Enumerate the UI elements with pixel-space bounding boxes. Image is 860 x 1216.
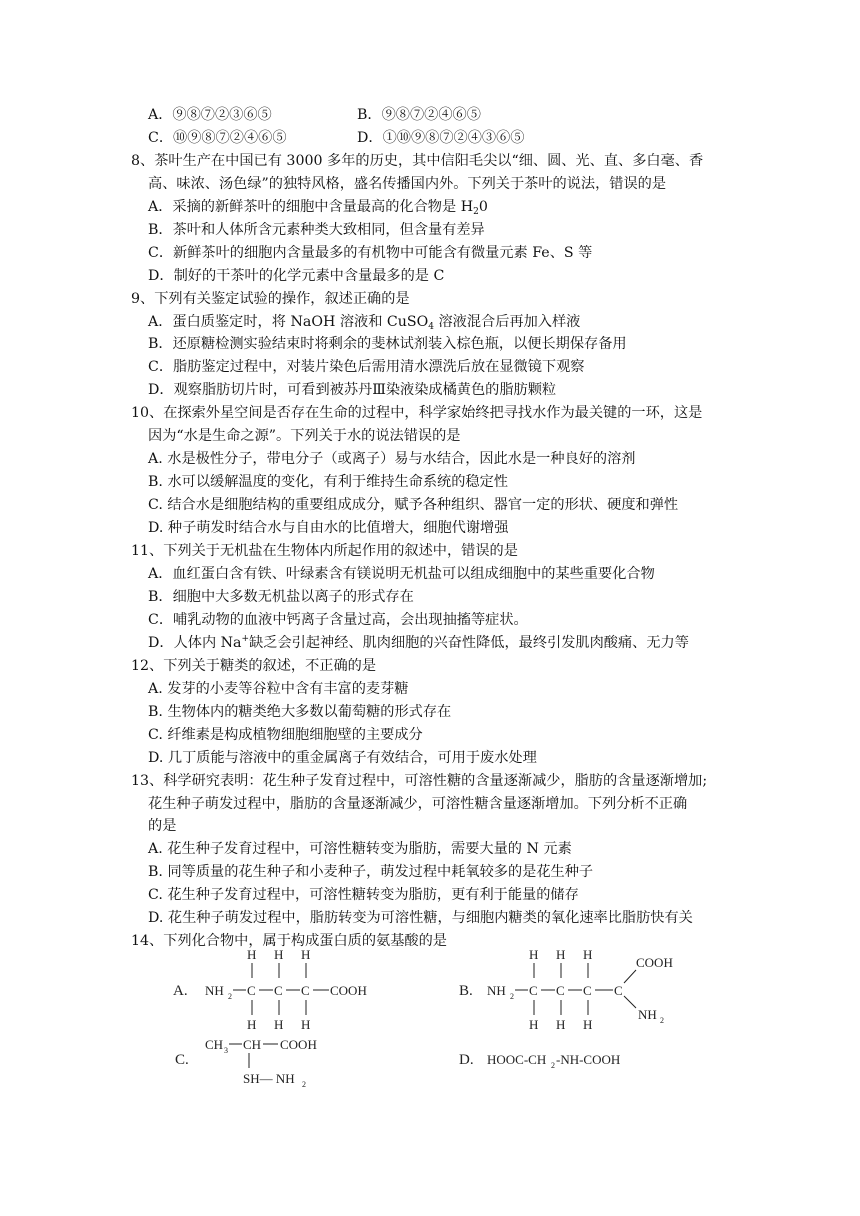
q14-c-cooh: COOH bbox=[280, 1037, 317, 1052]
q14-b-nh: NH bbox=[638, 1007, 657, 1022]
q14-a-h: H bbox=[274, 1017, 284, 1032]
q14-structure-c bbox=[175, 1037, 317, 1089]
q14-a-h: H bbox=[247, 1017, 257, 1032]
q7-option-c: C．⑩⑨⑧⑦②④⑥⑤ bbox=[148, 130, 287, 146]
q14-b-c: C bbox=[556, 983, 565, 998]
q14-b-c: C bbox=[614, 983, 623, 998]
q9-option-d: D．观察脂肪切片时，可看到被苏丹Ⅲ染液染成橘黄色的脂肪颗粒 bbox=[148, 382, 557, 398]
q14-a-h: H bbox=[301, 1017, 311, 1032]
q14-b-h: H bbox=[529, 947, 539, 962]
q14-c-ch: CH bbox=[205, 1037, 224, 1052]
q14-b-cooh: COOH bbox=[636, 955, 673, 970]
q14-b-h: H bbox=[556, 947, 566, 962]
q14-c-ch: CH bbox=[243, 1037, 262, 1052]
q11-option-d: D．人体内 Na+缺乏会引起神经、肌肉细胞的兴奋性降低，最终引发肌肉酸痛、无力等 bbox=[148, 634, 689, 651]
q14-a-sub: 2 bbox=[228, 992, 232, 1001]
q14-structure-d bbox=[459, 1052, 620, 1070]
q14-a-c: C bbox=[247, 983, 256, 998]
q14-a-nh: NH bbox=[205, 983, 224, 998]
q14-structure-a bbox=[173, 947, 367, 1032]
q14-a-h: H bbox=[301, 947, 311, 962]
q14-a-h: H bbox=[274, 947, 284, 962]
q14-d-label: D. bbox=[459, 1052, 474, 1068]
q10-option-b: B. 水可以缓解温度的变化，有利于维持生命系统的稳定性 bbox=[148, 474, 508, 490]
q8-option-d: D．制好的干茶叶的化学元素中含量最多的是 C bbox=[148, 268, 445, 284]
q12-option-b: B. 生物体内的糖类绝大多数以葡萄糖的形式存在 bbox=[148, 704, 452, 720]
q14-d-formula-part2: -NH-COOH bbox=[556, 1052, 621, 1067]
q12-option-a: A. 发芽的小麦等谷粒中含有丰富的麦芽糖 bbox=[148, 681, 409, 697]
q14-b-h: H bbox=[556, 1017, 566, 1032]
q13-option-c: C. 花生种子发育过程中，可溶性糖转变为脂肪，更有利于能量的储存 bbox=[148, 887, 579, 903]
q14-c-label: C. bbox=[175, 1052, 189, 1068]
q10-option-a: A. 水是极性分子，带电分子（或离子）易与水结合，因此水是一种良好的溶剂 bbox=[148, 451, 636, 467]
q13-option-b: B. 同等质量的花生种子和小麦种子，萌发过程中耗氧较多的是花生种子 bbox=[148, 864, 594, 880]
q14-a-label: A. bbox=[173, 983, 188, 999]
q9-stem: 9、下列有关鉴定试验的操作，叙述正确的是 bbox=[131, 291, 410, 307]
q12-stem: 12、下列关于糖类的叙述，不正确的是 bbox=[131, 658, 377, 674]
q10-option-d: D. 种子萌发时结合水与自由水的比值增大，细胞代谢增强 bbox=[148, 520, 509, 536]
q14-b-h: H bbox=[583, 1017, 593, 1032]
q14-d-formula-part1: HOOC-CH bbox=[487, 1052, 547, 1067]
q14-d-sub: 2 bbox=[551, 1061, 555, 1070]
q14-a-c: C bbox=[301, 983, 310, 998]
q14-b-nh: NH bbox=[487, 983, 506, 998]
q13-option-a: A. 花生种子发育过程中，可溶性糖转变为脂肪，需要大量的 N 元素 bbox=[148, 841, 572, 857]
q14-b-sub: 2 bbox=[660, 1016, 664, 1025]
q14-c-sub: 2 bbox=[302, 1080, 306, 1089]
q11-stem: 11、下列关于无机盐在生物体内所起作用的叙述中，错误的是 bbox=[131, 543, 518, 559]
q10-option-c: C. 结合水是细胞结构的重要组成成分，赋予各种组织、器官一定的形状、硬度和弹性 bbox=[148, 497, 679, 513]
q14-b-sub: 2 bbox=[510, 992, 514, 1001]
q13-stem-line1: 13、科学研究表明：花生种子发育过程中，可溶性糖的含量逐渐减少，脂肪的含量逐渐增加; bbox=[131, 773, 708, 789]
q14-b-c: C bbox=[583, 983, 592, 998]
q13-stem-line2: 花生种子萌发过程中，脂肪的含量逐渐减少，可溶性糖含量逐渐增加。下列分析不正确 bbox=[148, 796, 688, 812]
q11-option-a: A．血红蛋白含有铁、叶绿素含有镁说明无机盐可以组成细胞中的某些重要化合物 bbox=[148, 566, 655, 582]
q12-option-c: C. 纤维素是构成植物细胞细胞壁的主要成分 bbox=[148, 727, 423, 743]
q10-stem-line2: 因为“水是生命之源”。下列关于水的说法错误的是 bbox=[148, 428, 461, 444]
q8-stem-line1: 8、茶叶生产在中国已有 3000 多年的历史，其中信阳毛尖以“细、圆、光、直、多白毫、香 bbox=[131, 153, 704, 169]
q14-b-label: B. bbox=[459, 983, 473, 999]
q14-b-h: H bbox=[583, 947, 593, 962]
q7-option-d: D．①⑩⑨⑧⑦②④③⑥⑤ bbox=[357, 130, 525, 146]
q10-stem-line1: 10、在探索外星空间是否存在生命的过程中，科学家始终把寻找水作为最关键的一环，这是 bbox=[131, 405, 703, 421]
q9-option-a: A．蛋白质鉴定时，将 NaOH 溶液和 CuSO$_4$ 溶液混合后再加入样液 bbox=[148, 314, 581, 332]
q14-c-sub: 3 bbox=[224, 1046, 228, 1055]
q12-option-d: D. 几丁质能与溶液中的重金属离子有效结合，可用于废水处理 bbox=[148, 750, 537, 766]
q14-c-sh-nh: SH— NH bbox=[243, 1071, 295, 1086]
q13-option-d: D. 花生种子萌发过程中，脂肪转变为可溶性糖，与细胞内糖类的氧化速率比脂肪快有关 bbox=[148, 910, 693, 926]
q14-a-h: H bbox=[247, 947, 257, 962]
q14-a-c: C bbox=[274, 983, 283, 998]
q9-option-b: B．还原糖检测实验结束时将剩余的斐林试剂装入棕色瓶，以便长期保存备用 bbox=[148, 336, 627, 352]
q7-option-b: B．⑨⑧⑦②④⑥⑤ bbox=[357, 107, 481, 123]
q11-option-b: B．细胞中大多数无机盐以离子的形式存在 bbox=[148, 589, 414, 605]
q11-option-c: C．哺乳动物的血液中钙离子含量过高，会出现抽搐等症状。 bbox=[148, 612, 528, 628]
q8-stem-line2: 高、味浓、汤色绿”的独特风格，盛名传播国内外。下列关于茶叶的说法，错误的是 bbox=[148, 176, 667, 192]
q14-a-cooh: COOH bbox=[330, 983, 367, 998]
q14-b-h: H bbox=[529, 1017, 539, 1032]
q8-option-b: B．茶叶和人体所含元素种类大致相同，但含量有差异 bbox=[148, 222, 485, 238]
q13-stem-line3: 的是 bbox=[148, 818, 177, 834]
q14-b-c: C bbox=[529, 983, 538, 998]
q7-option-a: A．⑨⑧⑦②③⑥⑤ bbox=[148, 107, 272, 123]
q14-structure-b bbox=[459, 947, 673, 1032]
q8-option-c: C．新鲜茶叶的细胞内含量最多的有机物中可能含有微量元素 Fe、S 等 bbox=[148, 245, 593, 261]
q9-option-c: C．脂肪鉴定过程中，对装片染色后需用清水漂洗后放在显微镜下观察 bbox=[148, 359, 585, 375]
q14-stem: 14、下列化合物中，属于构成蛋白质的氨基酸的是 bbox=[131, 933, 447, 949]
q8-option-a: A．采摘的新鲜茶叶的细胞中含量最高的化合物是 $H_20$ bbox=[148, 199, 488, 217]
